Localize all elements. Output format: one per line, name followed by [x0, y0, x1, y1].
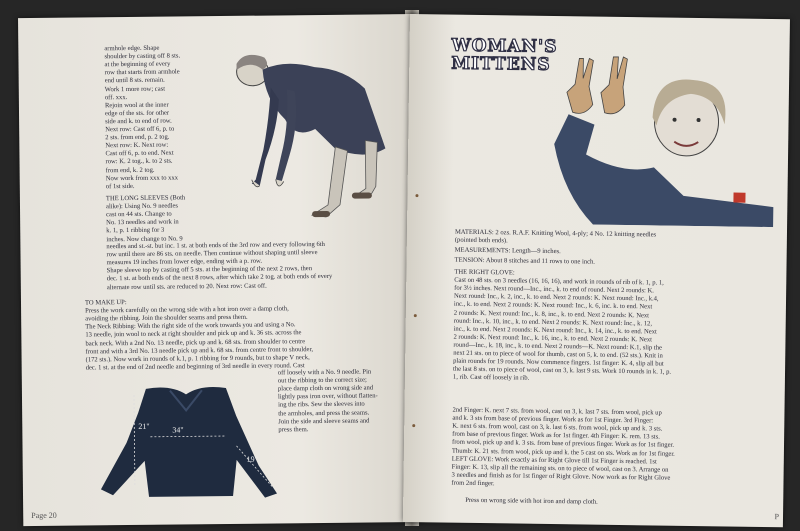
right-page-number: P: [774, 512, 780, 522]
text-line: No. 13 needles and work in: [106, 218, 179, 227]
press-instruction: Press on wrong side with hot iron and damp cloth.: [465, 496, 598, 506]
text-line: side and k. to end of row.: [105, 117, 172, 126]
pattern-title-line1: WOMAN'S: [451, 35, 558, 58]
text-line: from 2nd finger.: [451, 479, 495, 488]
text-line: alike): Using No. 9 needles: [105, 202, 179, 211]
text-line: place damp cloth on wrong side and: [277, 384, 374, 393]
text-line: armhole edge. Shape: [104, 44, 160, 53]
staple-hole: [415, 194, 418, 197]
pattern-title-line2: MITTENS: [451, 53, 551, 75]
text-line: shoulder by casting off 8 sts.: [104, 52, 181, 61]
text-line: 3 needles and finish as for 1st finger of Right Glove. Now work as for Right Glove: [451, 471, 671, 482]
text-line: LEFT GLOVE: Work exactly as for Right Glove till 1st Finger is reached. 1st: [451, 455, 657, 466]
text-line: from wool, pick up and k. 3 sts. from base of previous finger. Work as for 1st finger.: [451, 439, 675, 450]
text-line: 2 rounds: K. Next round: Inc., k. 16, inc., k. to end. Next 2 rounds: K. Next: [453, 333, 653, 344]
text-line: of 1st side.: [105, 182, 135, 190]
text-line: press them.: [278, 425, 309, 434]
text-line: round: Inc., k. 10, inc., k. to end. Next 2 rounds: K. Next round: Inc., k. 12,: [453, 317, 653, 328]
text-line: Cast off 6, p. to end. Next: [105, 149, 174, 158]
staple-hole: [414, 314, 417, 317]
measurements-text: MEASUREMENTS: Length—9 inches.: [454, 246, 561, 256]
text-line: front and with a 3rd No. 13 needle pick up and k. 68 sts. from centre front to shoulder,: [85, 345, 314, 356]
text-line: at the beginning of every: [104, 60, 171, 69]
text-line: Cast on 48 sts. on 3 needles (16, 16, 16), and work in rounds of rib of k. 1, p. 1,: [454, 276, 664, 287]
diagram-sleeve-label: 19": [246, 454, 258, 464]
text-line: Press the work carefully on the wrong side with a hot iron over a damp cloth,: [85, 305, 289, 315]
text-line: avoiding the ribbing. Join the shoulder seams and press them.: [85, 313, 248, 323]
text-line: Thumb: K. 21 sts. from wool, pick up and k. the 5 cast on sts. Work as for 1st finger.: [451, 447, 675, 458]
text-line: The Neck Ribbing: With the right side of the work towards you and using a No.: [85, 321, 296, 331]
text-line: for 3½ inches. Next round—Inc., inc., k. to end of round. Next 2 rounds: K.: [454, 284, 655, 295]
text-line: Work 1 more row; cast: [104, 85, 166, 93]
text-line: 1, rib. Cast off loosely in rib.: [452, 373, 530, 382]
text-line: row: K. 2 tog., k. to 2 sts.: [105, 157, 173, 166]
text-line: the last 8 sts. on to piece of wool, cast on 3, k. last 9 sts. Work 10 rounds in k. 1, p.: [452, 365, 672, 376]
left-page-number: Page 20: [31, 510, 57, 521]
text-line: inc., k. to end. Next 2 rounds: K. Next round: Inc., k. 14, inc., k. to end. Next: [453, 325, 657, 336]
text-line: inc., k. to end. Next 2 rounds: K. Next round: Inc., k. 6, inc. k. to end. Next: [453, 301, 653, 311]
left-page: [18, 14, 421, 526]
text-line: 13 needle, join wool to neck at right shoulder and pick up and k. 36 sts. across the: [85, 329, 302, 339]
text-line: Now work from xxx to xxx: [105, 174, 179, 182]
text-line: K. next 6 sts. from wool, cast on 3, k. last 6 sts. from wool, pick up and k. 3 sts.: [452, 422, 663, 433]
text-line: row until there are 86 sts. on needle. Then continue without shaping until sleeve: [106, 249, 318, 259]
armhole-instructions: [18, 14, 416, 190]
text-line: Finger: K. 13, slip all the remaining sts. on to piece of wool, cast on 3. Arrange on: [451, 463, 669, 474]
text-line: THE RIGHT GLOVE:: [454, 268, 515, 277]
text-line: Join the side and sleeve seams and: [278, 417, 370, 426]
text-line: Next round: Inc., k. 2, inc., k. to end. Next 2 rounds: K. Next round: Inc., k.4,: [454, 292, 659, 303]
text-line: edge of the sts. for other: [104, 109, 170, 118]
text-line: Next row: K. Next row:: [105, 141, 169, 150]
text-line: off. xxx.: [104, 93, 128, 101]
diagram-chest-label: 34": [172, 425, 184, 435]
text-line: out the ribbing to the correct size;: [277, 376, 367, 385]
tension-text: TENSION: About 8 stitches and 11 rows to one inch.: [454, 256, 596, 266]
right-page: [403, 14, 790, 527]
text-line: the armholes, and press the seams.: [278, 409, 370, 417]
text-line: dec. 1 st. at the end of 2nd needle and beginning of 3rd needle in every round. Cast: [85, 361, 305, 372]
text-line: off loosely with a No. 9 needle. Pin: [277, 368, 372, 377]
materials-text-2: (pointed both ends).: [454, 236, 508, 245]
text-line: alternate row until sts. are reduced to 20. Next row: Cast off.: [106, 282, 267, 291]
text-line: plain rounds for 19 rounds. Now commence fingers. 1st finger: K. 4, slip all but: [453, 357, 664, 368]
text-line: back neck. With a 2nd No. 13 needle, pick up and k. 68 sts. from shoulder to centre: [85, 337, 306, 347]
text-line: end until 8 sts. remain.: [104, 77, 165, 85]
text-line: lightly pass iron over, without flatten-: [277, 392, 378, 401]
text-line: k. 1, p. 1 ribbing for 3: [106, 227, 165, 235]
text-line: 2 rounds: K. Next round: Inc., k. 8, inc., k. to end. Next 2 rounds: K. Next: [453, 309, 650, 319]
text-line: measures 19 inches from lower edge, ending with a p. row.: [106, 257, 263, 267]
materials-text: MATERIALS: 2 ozs. R.A.F. Knitting Wool, 4-ply; 4 No. 12 knitting needles: [454, 228, 657, 239]
text-line: TO MAKE UP:: [84, 299, 127, 307]
text-line: inches. Now change to No. 9: [106, 234, 183, 243]
text-line: and k. 3 sts from base of previous finger. Work as for 1st Finger. 3rd Finger:: [452, 414, 654, 425]
text-line: from base of previous finger. Work as for 1st finger. 4th Finger: K. rem. 13 sts.: [452, 430, 660, 441]
text-line: 2 sts. from end, p. 2 tog.: [105, 133, 170, 142]
bending-woman-illustration: [214, 28, 416, 230]
text-line: dec. 1 st. at both ends of the next 8 rows, after which take 2 tog. at both ends of every: [106, 273, 333, 283]
text-line: THE LONG SLEEVES (Both: [105, 194, 186, 203]
text-line: row that starts from armhole: [104, 68, 180, 77]
text-line: from end, k. 2 tog.: [105, 166, 155, 174]
text-line: needles and st.-st. but inc. 1 st. at both ends of the 3rd row and every following 6th: [106, 240, 325, 251]
text-line: Next row: Cast off 6, p. to: [105, 125, 175, 134]
text-line: round—Inc., k. 18, inc., k. to end. Next 2 rounds—K. Next round: K.1, slip the: [453, 341, 663, 352]
text-line: next 21 sts. on to piece of wool for thumb, cast on 5, k. to end. (52 sts.). Knit in: [453, 349, 663, 360]
text-line: ing the ribs. Sew the sleeves into: [278, 400, 365, 409]
diagram-width-label: 21": [138, 421, 150, 431]
text-line: Rejoin wool at the inner: [104, 101, 169, 109]
text-line: 2nd Finger: K. next 7 sts. from wool, cast on 3, k. last 7 sts. from wool, pick up: [452, 406, 662, 417]
text-line: (172 sts.). Now work in rounds of k.1, p. 1 ribbing for 9 rounds, but to shape V neck,: [85, 353, 310, 364]
text-line: cast on 44 sts. Change to: [106, 210, 172, 219]
staple-hole: [412, 424, 415, 427]
text-line: Shape sleeve top by casting off 5 sts. at the beginning of the next 2 rows, then: [106, 265, 313, 275]
woman-mittens-illustration: [533, 44, 785, 227]
sweater-diagram: [86, 375, 287, 509]
